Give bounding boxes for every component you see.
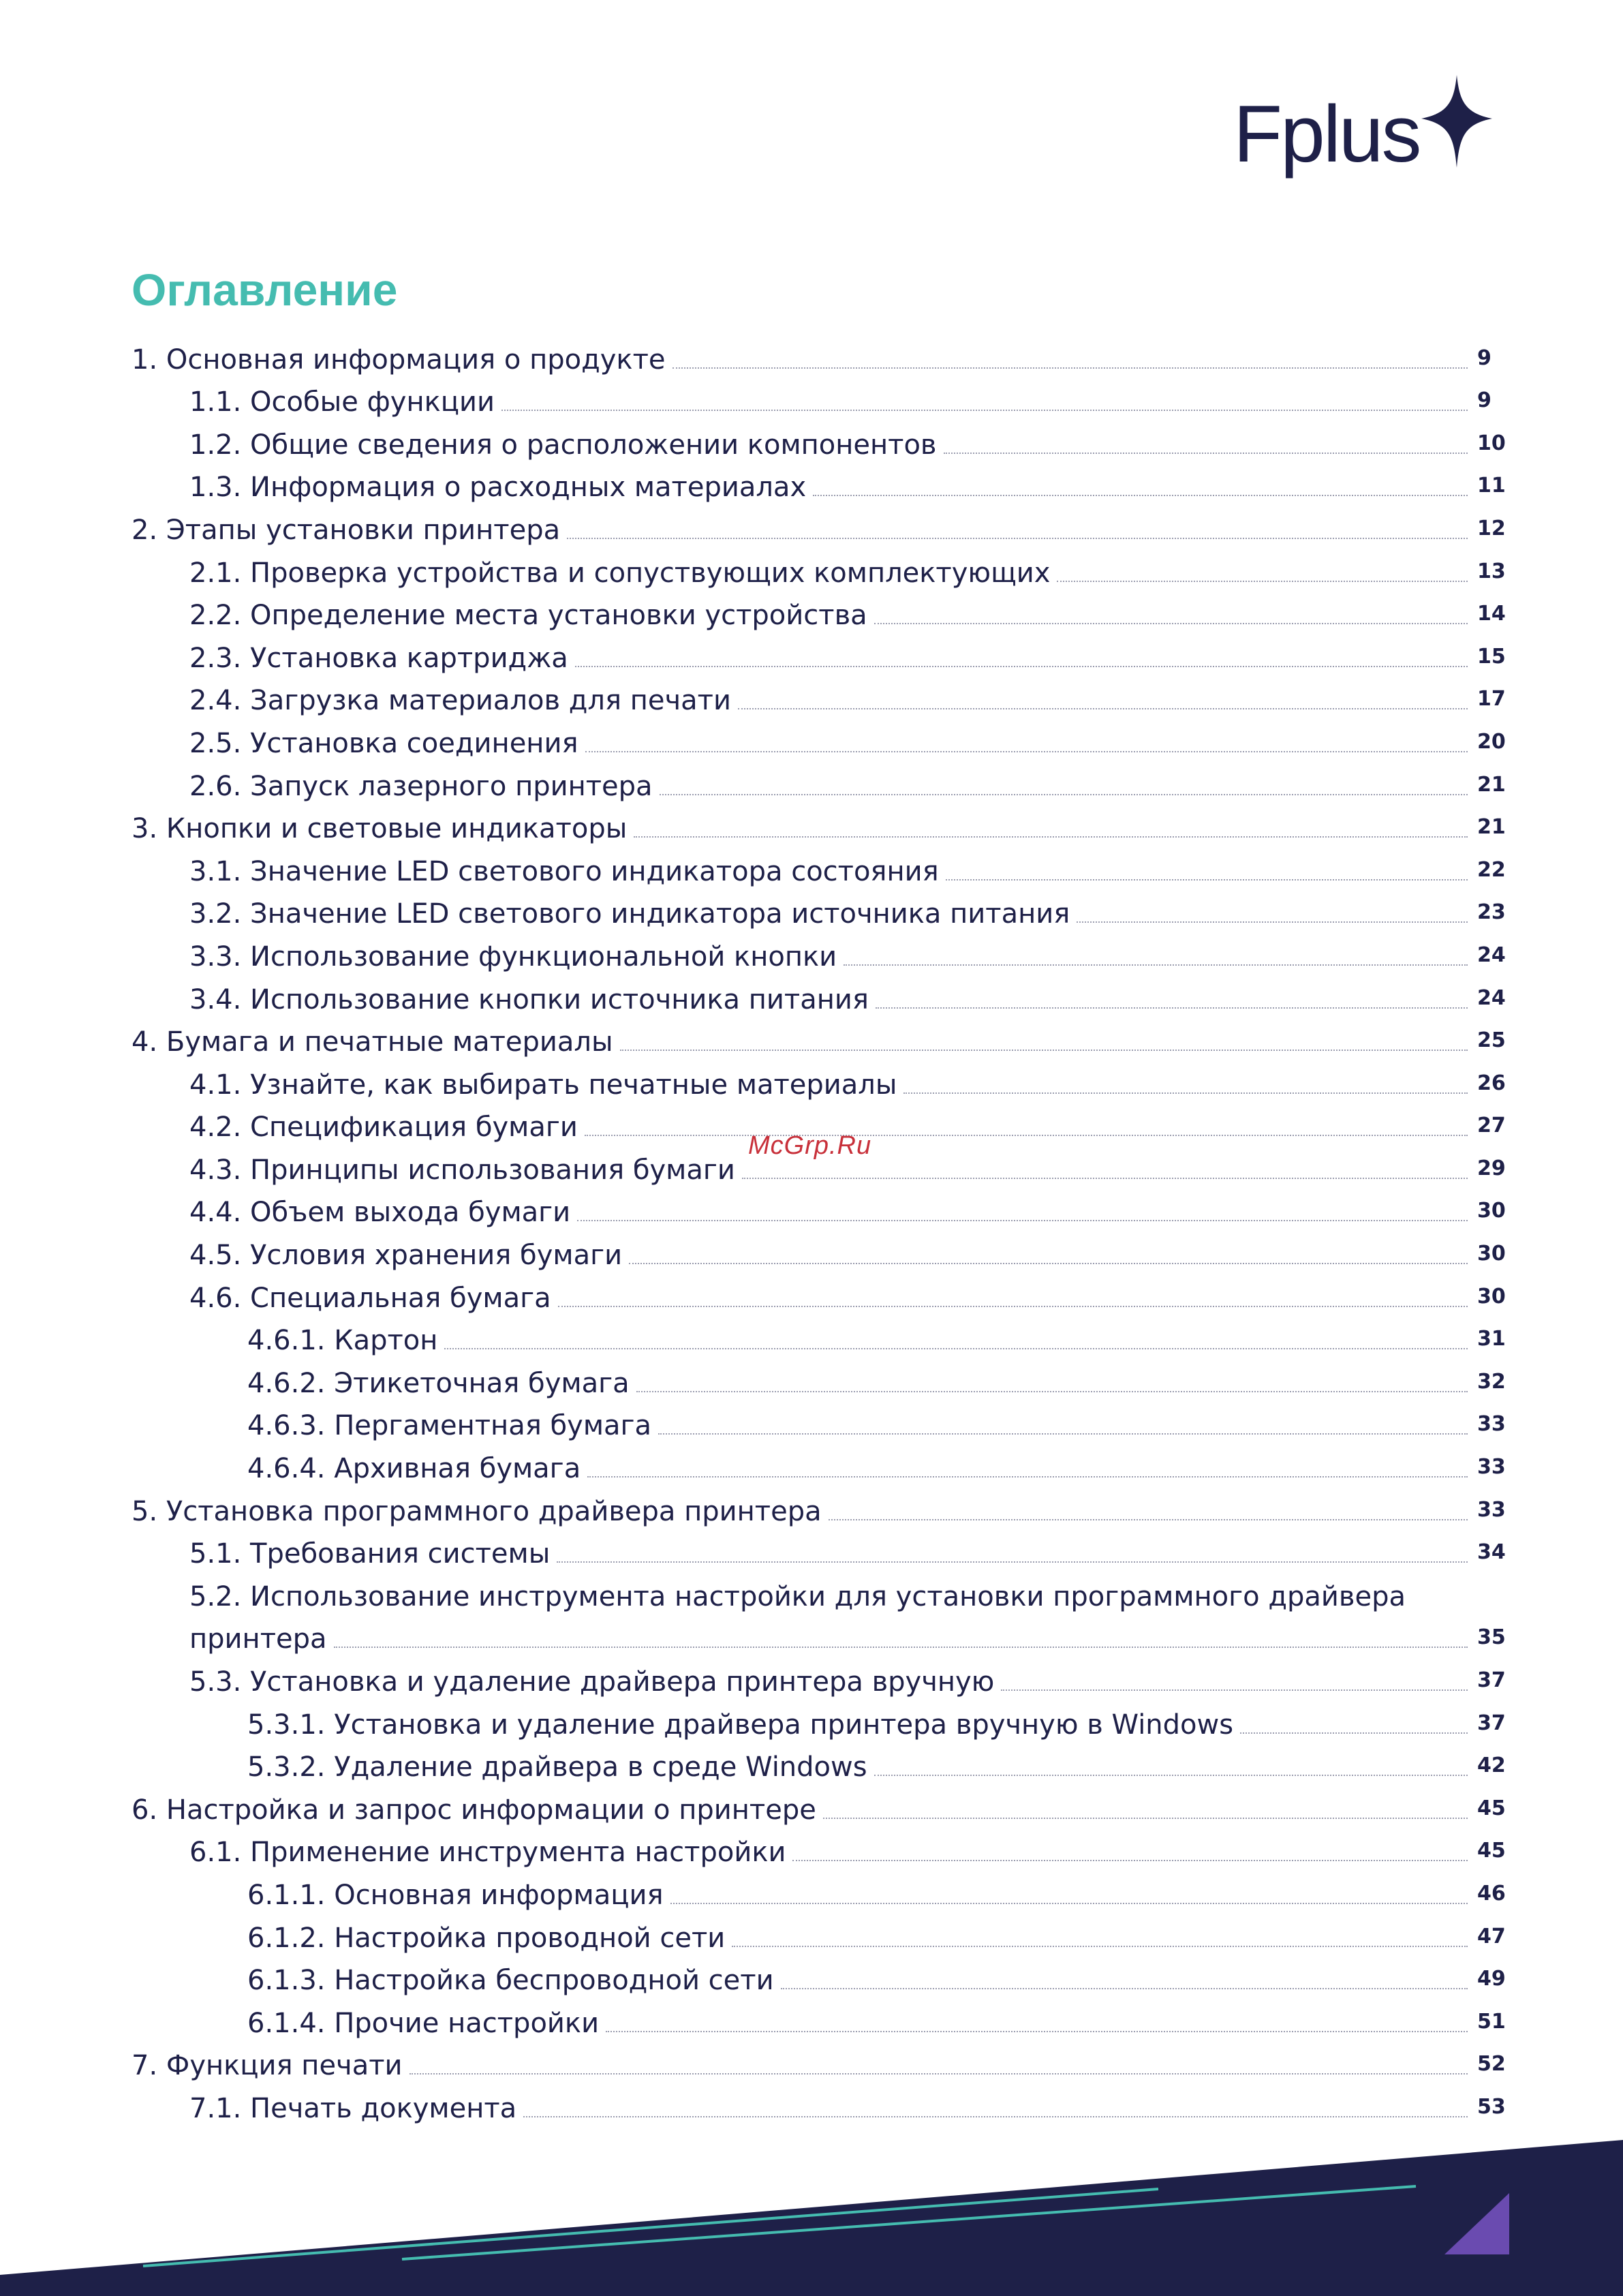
- dot-leader: [409, 2073, 1468, 2075]
- toc-entry[interactable]: [132, 1571, 1511, 1614]
- toc-entry-page: 27: [1477, 1114, 1506, 1138]
- toc-entry[interactable]: [132, 761, 1511, 803]
- toc-entry-page: 46: [1477, 1881, 1506, 1905]
- dot-leader: [903, 1092, 1468, 1094]
- toc-entry-page: 32: [1477, 1369, 1506, 1394]
- toc-entry-title: 1.1. Особые функции: [189, 386, 495, 418]
- toc-entry-title: 4.3. Принципы использования бумаги: [189, 1154, 735, 1186]
- toc-entry-title: 1. Основная информация о продукте: [132, 343, 666, 376]
- dot-leader: [1240, 1732, 1468, 1734]
- watermark: McGrp.Ru: [748, 1131, 872, 1160]
- toc-entry[interactable]: [132, 1784, 1511, 1827]
- dot-leader: [829, 1519, 1468, 1520]
- toc-entry-page: 25: [1477, 1028, 1506, 1053]
- toc-entry[interactable]: [132, 590, 1511, 633]
- dot-leader: [587, 1476, 1468, 1478]
- toc-entry-title: 3.3. Использование функциональной кнопки: [189, 940, 837, 973]
- dot-leader: [629, 1263, 1468, 1264]
- toc-entry[interactable]: [132, 1912, 1511, 1955]
- dot-leader: [823, 1818, 1468, 1819]
- toc-entry-title: 4.6.3. Пергаментная бумага: [247, 1410, 652, 1442]
- toc-entry-title: 4.4. Объем выхода бумаги: [189, 1197, 571, 1229]
- toc-entry-page: 21: [1477, 772, 1506, 797]
- toc-entry[interactable]: [132, 974, 1511, 1017]
- dot-leader: [585, 751, 1468, 752]
- toc-entry-title: 3.1. Значение LED светового индикатора состояния: [189, 855, 939, 887]
- dot-leader: [1057, 581, 1468, 582]
- toc-entry[interactable]: [132, 377, 1511, 420]
- dot-leader: [944, 453, 1468, 454]
- toc-entry-page: 10: [1477, 431, 1506, 455]
- toc-entry-title: 5.2. Использование инструмента настройки для установки программного драйвера: [189, 1580, 1406, 1612]
- dot-leader: [732, 1946, 1468, 1947]
- sparkle-star-icon: [1416, 74, 1498, 169]
- toc-entry-title: 3. Кнопки и световые индикаторы: [132, 813, 628, 845]
- toc-entry-title: 4.6.2. Этикеточная бумага: [247, 1367, 630, 1399]
- toc-entry-page: 23: [1477, 900, 1506, 925]
- dot-leader: [620, 1050, 1468, 1051]
- dot-leader: [876, 1007, 1468, 1009]
- dot-leader: [577, 1220, 1468, 1221]
- dot-leader: [813, 495, 1468, 496]
- brand-logo: [1233, 74, 1506, 189]
- toc-entry[interactable]: [132, 931, 1511, 974]
- toc-entry[interactable]: [132, 1187, 1511, 1230]
- toc-entry-title: 4.6.1. Картон: [247, 1325, 438, 1357]
- toc-entry-page: 47: [1477, 1924, 1506, 1948]
- toc-entry[interactable]: [132, 1486, 1511, 1529]
- toc-entry-title: 2.4. Загрузка материалов для печати: [189, 685, 731, 717]
- toc-entry-page: 29: [1477, 1156, 1506, 1180]
- toc-entry-title: 2.2. Определение места установки устройства: [189, 600, 867, 632]
- toc-entry[interactable]: [132, 1443, 1511, 1486]
- toc-entry-title: 5.3.2. Удаление драйвера в среде Windows: [247, 1751, 867, 1784]
- toc-entry[interactable]: [132, 846, 1511, 889]
- toc-entry-page: 13: [1477, 559, 1506, 583]
- toc-entry-page: 17: [1477, 687, 1506, 711]
- toc-entry-page: 14: [1477, 602, 1506, 626]
- dot-leader: [606, 2031, 1468, 2032]
- toc-entry-title: 4.6.4. Архивная бумага: [247, 1453, 581, 1485]
- toc-entry-page: 15: [1477, 644, 1506, 669]
- toc-entry[interactable]: [132, 1272, 1511, 1315]
- dot-leader: [585, 1135, 1468, 1136]
- toc-entry-page: 33: [1477, 1455, 1506, 1480]
- toc-entry[interactable]: [132, 1869, 1511, 1912]
- toc-entry-title: 2.3. Установка картриджа: [189, 642, 568, 674]
- toc-entry-page: 49: [1477, 1967, 1506, 1991]
- toc-entry[interactable]: [132, 1656, 1511, 1699]
- footer-decoration: [0, 2113, 1623, 2296]
- toc-entry[interactable]: [132, 1614, 1511, 1657]
- toc-entry[interactable]: [132, 718, 1511, 761]
- toc-entry[interactable]: [132, 1742, 1511, 1785]
- toc-entry[interactable]: [132, 1827, 1511, 1870]
- toc-entry-title: 4.6. Специальная бумага: [189, 1282, 551, 1314]
- toc-entry-title: 6.1. Применение инструмента настройки: [189, 1837, 786, 1869]
- toc-entry-page: 30: [1477, 1284, 1506, 1308]
- toc-entry-page: 22: [1477, 857, 1506, 882]
- toc-entry[interactable]: [132, 1400, 1511, 1443]
- toc-entry[interactable]: [132, 419, 1511, 462]
- toc-entry-title: 4.2. Спецификация бумаги: [189, 1112, 578, 1144]
- toc-entry[interactable]: [132, 2040, 1511, 2083]
- logo-text: Fplus: [1233, 89, 1420, 179]
- toc-entry-page: 12: [1477, 516, 1506, 540]
- dot-leader: [1001, 1689, 1468, 1691]
- toc-entry-title: 5.3.1. Установка и удаление драйвера принтера вручную в Windows: [247, 1709, 1234, 1741]
- toc-entry-title: 5. Установка программного драйвера принтера: [132, 1495, 822, 1527]
- toc-entry-page: 35: [1477, 1625, 1506, 1650]
- toc-entry-page: 30: [1477, 1242, 1506, 1266]
- dot-leader: [738, 708, 1468, 709]
- dot-leader: [670, 1903, 1468, 1904]
- toc-entry-page: 21: [1477, 815, 1506, 840]
- toc-entry-page: 53: [1477, 2094, 1506, 2119]
- toc-entry-title: 5.3. Установка и удаление драйвера принтера вручную: [189, 1666, 995, 1698]
- toc-entry[interactable]: [132, 1315, 1511, 1358]
- toc-entry-title: 6.1.3. Настройка беспроводной сети: [247, 1965, 774, 1997]
- dot-leader: [634, 836, 1468, 838]
- toc-entry-page: 34: [1477, 1540, 1506, 1565]
- toc-entry-page: 42: [1477, 1754, 1506, 1778]
- dot-leader: [742, 1178, 1468, 1179]
- dot-leader: [334, 1647, 1468, 1648]
- toc-entry-page: 24: [1477, 943, 1506, 967]
- dot-leader: [874, 1775, 1468, 1776]
- toc-entry-page: 9: [1477, 346, 1491, 370]
- dot-leader: [874, 623, 1468, 624]
- dot-leader: [557, 1561, 1468, 1563]
- toc-entry-title: 4.5. Условия хранения бумаги: [189, 1240, 623, 1272]
- toc-entry-page: 52: [1477, 2052, 1506, 2077]
- toc-entry-title: 7.1. Печать документа: [189, 2092, 517, 2124]
- toc-entry[interactable]: [132, 1059, 1511, 1102]
- toc-entry-title: 6.1.4. Прочие настройки: [247, 2007, 600, 2039]
- toc-entry[interactable]: [132, 1955, 1511, 1998]
- toc-entry-title: 1.3. Информация о расходных материалах: [189, 472, 807, 504]
- toc-entry-page: 26: [1477, 1071, 1506, 1095]
- toc-entry-title: 1.2. Общие сведения о расположении компонентов: [189, 429, 937, 461]
- toc-entry-page: 30: [1477, 1199, 1506, 1223]
- table-of-contents: [132, 334, 1511, 2126]
- toc-entry-title: 6.1.1. Основная информация: [247, 1879, 664, 1911]
- dot-leader: [444, 1348, 1468, 1349]
- dot-leader: [673, 367, 1468, 369]
- dot-leader: [501, 410, 1468, 411]
- dot-leader: [781, 1988, 1468, 1989]
- toc-entry-title: 3.2. Значение LED светового индикатора источника питания: [189, 898, 1070, 930]
- toc-entry-title: 2.1. Проверка устройства и сопуствующих комплектующих: [189, 557, 1051, 589]
- toc-entry-page: 37: [1477, 1668, 1506, 1692]
- dot-leader: [844, 964, 1468, 966]
- dot-leader: [1077, 921, 1468, 923]
- toc-entry-title: 4. Бумага и печатные материалы: [132, 1026, 613, 1058]
- dot-leader: [946, 879, 1468, 881]
- toc-entry-title: 2. Этапы установки принтера: [132, 514, 561, 546]
- toc-entry-title: принтера: [189, 1623, 327, 1655]
- toc-entry-page: 33: [1477, 1497, 1506, 1522]
- toc-entry[interactable]: [132, 889, 1511, 932]
- dot-leader: [636, 1391, 1468, 1392]
- toc-entry-title: 5.1. Требования системы: [189, 1538, 551, 1570]
- toc-entry[interactable]: [132, 1529, 1511, 1572]
- page-title: Оглавление: [132, 264, 398, 315]
- toc-entry[interactable]: [132, 803, 1511, 846]
- toc-entry-page: 45: [1477, 1796, 1506, 1820]
- toc-entry-page: 20: [1477, 729, 1506, 754]
- toc-entry[interactable]: [132, 334, 1511, 377]
- toc-entry[interactable]: [132, 632, 1511, 675]
- toc-entry-page: 33: [1477, 1412, 1506, 1437]
- toc-entry-page: 51: [1477, 2009, 1506, 2034]
- toc-entry[interactable]: [132, 504, 1511, 547]
- toc-entry[interactable]: [132, 1229, 1511, 1272]
- toc-entry-page: 24: [1477, 985, 1506, 1010]
- toc-entry-title: 3.4. Использование кнопки источника питания: [189, 983, 869, 1015]
- dot-leader: [658, 1433, 1468, 1435]
- dot-leader: [575, 666, 1468, 667]
- toc-entry-title: 6. Настройка и запрос информации о принтере: [132, 1794, 816, 1826]
- toc-entry-title: 2.5. Установка соединения: [189, 727, 578, 759]
- toc-entry[interactable]: [132, 675, 1511, 718]
- toc-entry[interactable]: [132, 1358, 1511, 1400]
- toc-entry[interactable]: [132, 1699, 1511, 1742]
- toc-entry-title: 4.1. Узнайте, как выбирать печатные материалы: [189, 1069, 897, 1101]
- toc-entry[interactable]: [132, 1017, 1511, 1060]
- dot-leader: [792, 1860, 1468, 1861]
- toc-entry-title: 2.6. Запуск лазерного принтера: [189, 770, 653, 802]
- toc-entry-page: 31: [1477, 1327, 1506, 1351]
- dot-leader: [558, 1306, 1468, 1307]
- toc-entry-page: 45: [1477, 1839, 1506, 1863]
- toc-entry[interactable]: [132, 1997, 1511, 2040]
- toc-entry[interactable]: [132, 547, 1511, 590]
- toc-entry[interactable]: [132, 462, 1511, 505]
- toc-entry-title: 6.1.2. Настройка проводной сети: [247, 1922, 726, 1954]
- toc-entry-title: 7. Функция печати: [132, 2050, 403, 2082]
- toc-entry-page: 9: [1477, 388, 1491, 413]
- toc-entry-page: 37: [1477, 1711, 1506, 1735]
- toc-entry-page: 11: [1477, 474, 1506, 498]
- dot-leader: [567, 538, 1468, 539]
- dot-leader: [660, 794, 1468, 795]
